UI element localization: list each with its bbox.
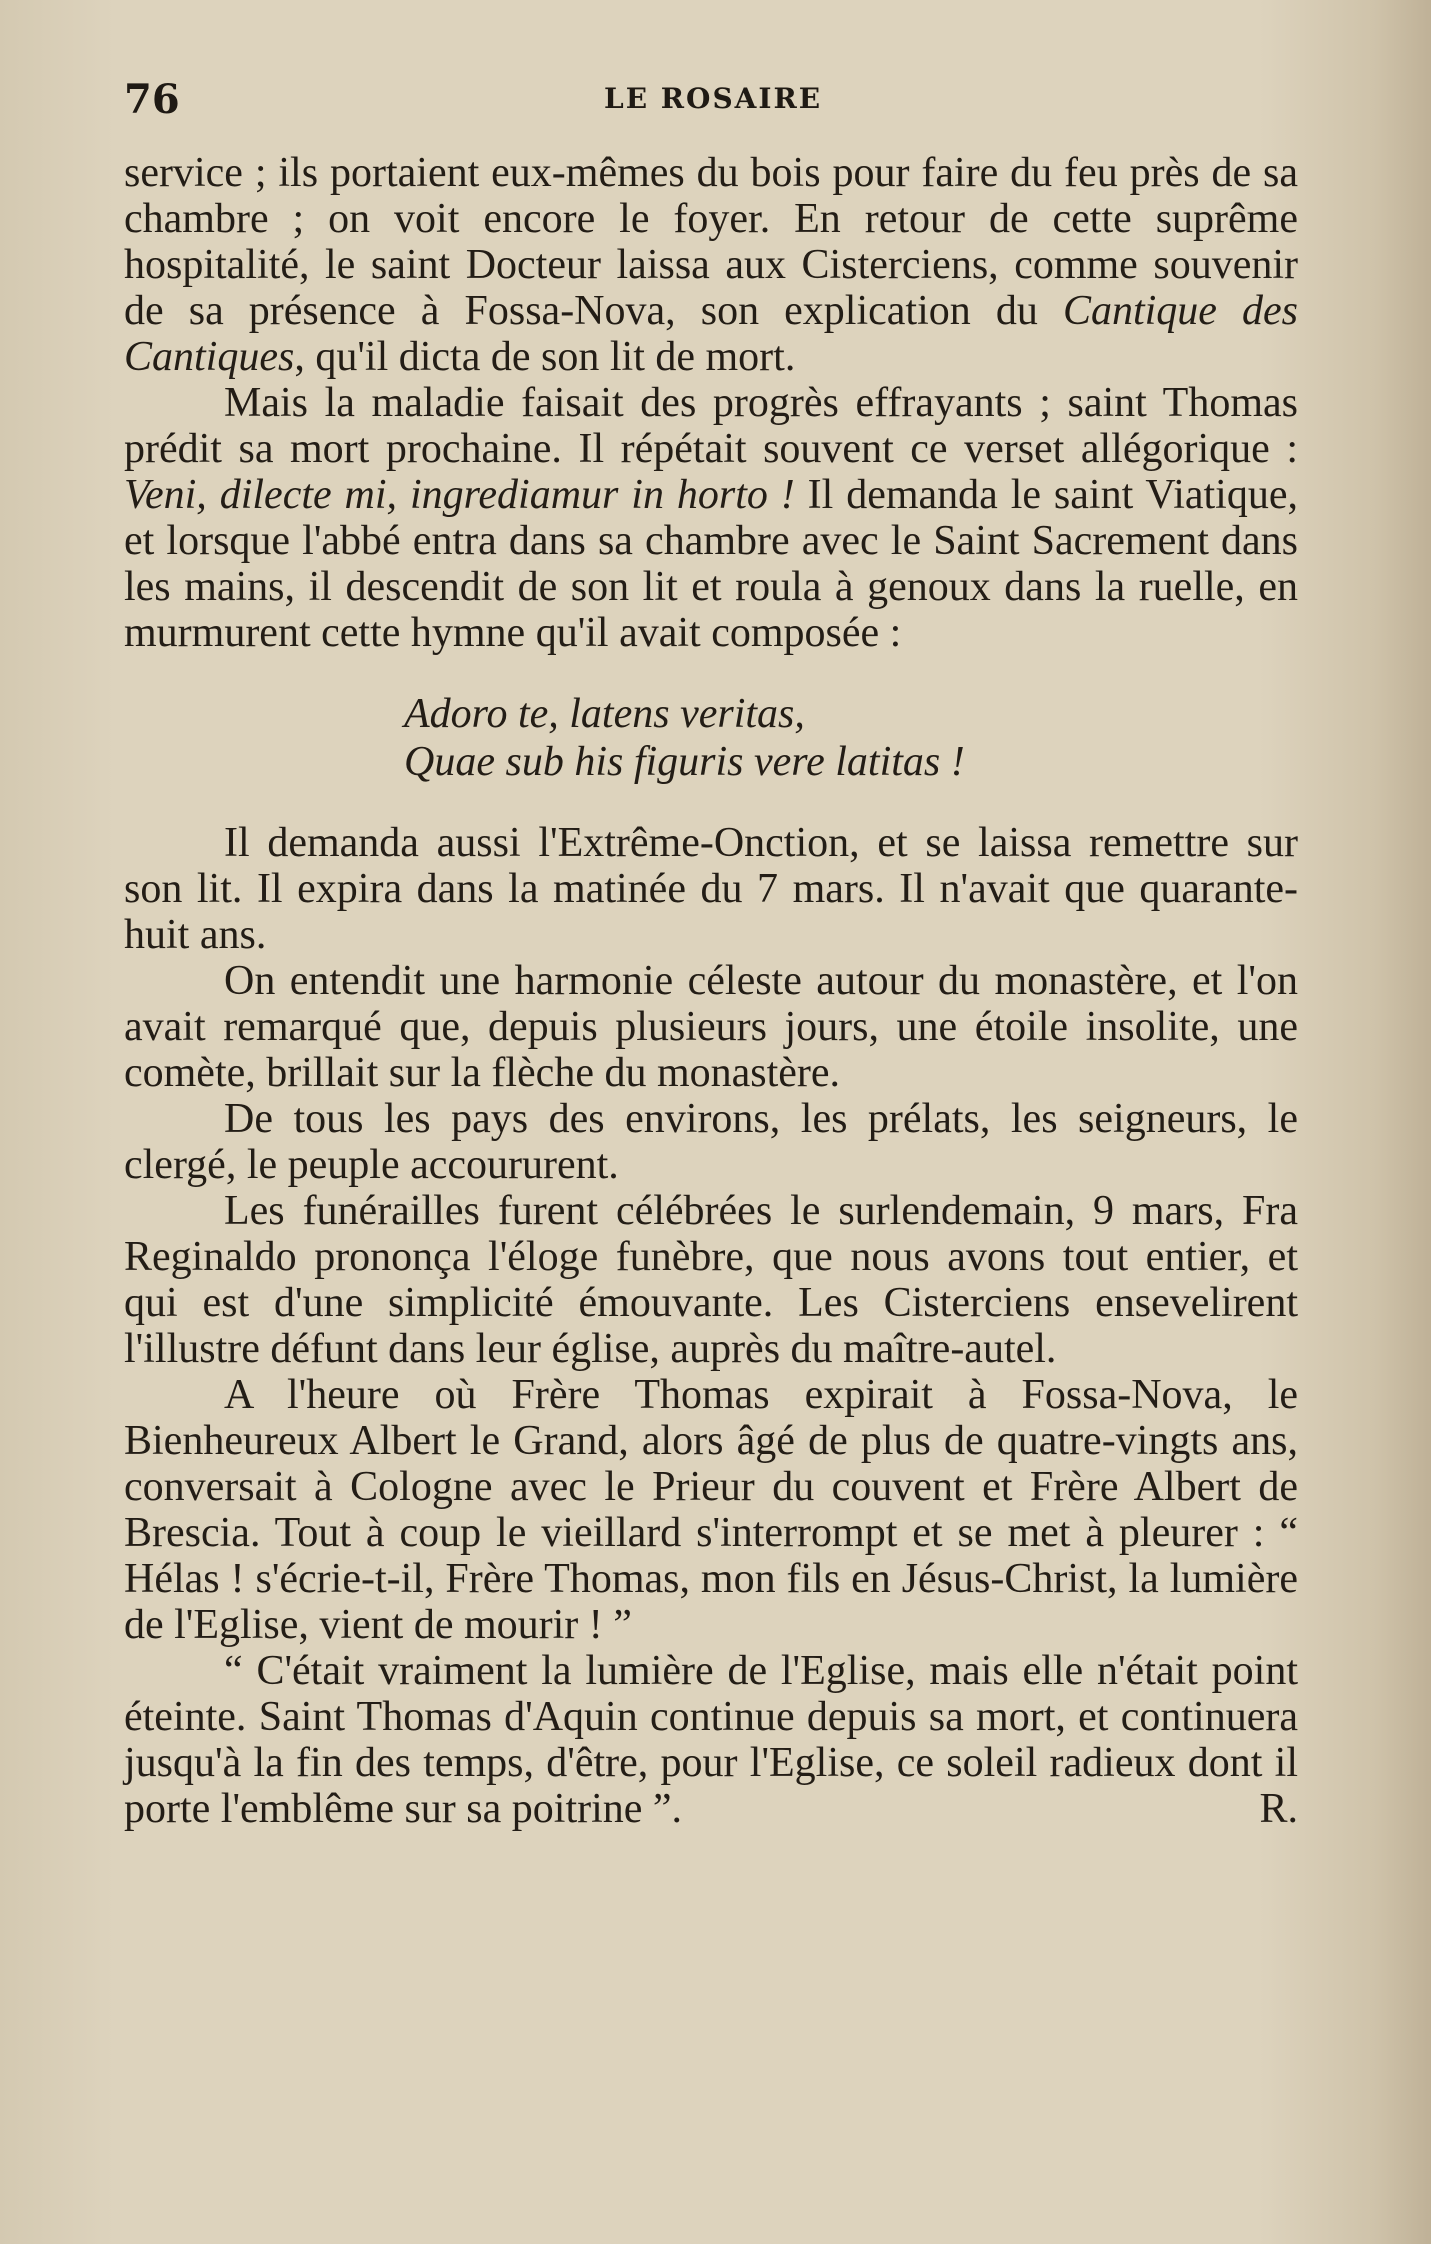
verse-line-2: Quae sub his figuris vere latitas ! (404, 739, 965, 785)
paragraph-2-end: Il demanda le saint Viatique, et lorsque l'abbé entra dans sa chambre avec le Saint Sacrement dans les mains, il descendit de son lit et roula à genoux dans la ruelle, en murmurent cette hymne qu'il avait composée : (124, 472, 1298, 656)
paragraph-6: Les funérailles furent célébrées le surlendemain, 9 mars, Fra Reginaldo prononça l'éloge funèbre, que nous avons tout entier, et qui est d'une simplicité émouvante. Les Cisterciens ensevelirent l'illustre défunt dans leur église, auprès du maître-autel. (124, 1188, 1298, 1372)
paragraph-1 (124, 150, 1298, 380)
paragraph-2-text: Mais la maladie faisait des progrès effrayants ; saint Thomas prédit sa mort prochaine. Il répétait souvent ce verset allégorique : (124, 380, 1298, 472)
page-header (124, 76, 1304, 136)
paragraph-7: A l'heure où Frère Thomas expirait à Fossa-Nova, le Bienheureux Albert le Grand, alors âgé de plus de quatre-vingts ans, conversait à Cologne avec le Prieur du couvent et Frère Albert de Brescia. Tout à coup le vieillard s'interrompt et se met à pleurer : “ Hélas ! s'écrie-t-il, Frère Thomas, mon fils en Jésus-Christ, la lumière de l'Eglise, vient de mourir ! ” (124, 1372, 1298, 1648)
paragraph-3: Il demanda aussi l'Extrême-Onction, et se laissa remettre sur son lit. Il expira dans la matinée du 7 mars. Il n'avait que quarante-huit ans. (124, 820, 1298, 958)
running-title: LE ROSAIRE (604, 82, 823, 115)
paragraph-2 (124, 380, 1298, 656)
paragraph-5: De tous les pays des environs, les prélats, les seigneurs, le clergé, le peuple accoururent. (124, 1096, 1298, 1188)
paragraph-4: On entendit une harmonie céleste autour du monastère, et l'on avait remarqué que, depuis plusieurs jours, une étoile insolite, une comète, brillait sur la flèche du monastère. (124, 958, 1298, 1096)
paragraph-1-text: service ; ils portaient eux-mêmes du bois pour faire du feu près de sa chambre ; on voit encore le foyer. En retour de cette suprême hospitalité, le saint Docteur laissa aux Cisterciens, comme souvenir de sa présence à Fossa-Nova, son explication du (124, 150, 1298, 334)
paragraph-1-italic: Cantique des Cantiques (124, 288, 1299, 380)
hymn-verse (404, 690, 1298, 786)
verse-line-1: Adoro te, latens veritas, (404, 691, 805, 737)
paragraph-8: “ C'était vraiment la lumière de l'Eglise, mais elle n'était point éteinte. Saint Thomas d'Aquin continue depuis sa mort, et continuera jusqu'à la fin des temps, d'être, pour l'Eglise, ce soleil radieux dont il porte l'emblême sur sa poitrine ”. (124, 1648, 1298, 1832)
body-text (124, 150, 1298, 1832)
paragraph-1-end: , qu'il dicta de son lit de mort. (294, 334, 796, 380)
closing-quote-block (124, 1648, 1298, 1832)
author-signature: R. (1259, 1786, 1298, 1832)
paragraph-2-italic: Veni, dilecte mi, ingrediamur in horto ! (124, 472, 795, 518)
page-number: 76 (124, 76, 180, 123)
